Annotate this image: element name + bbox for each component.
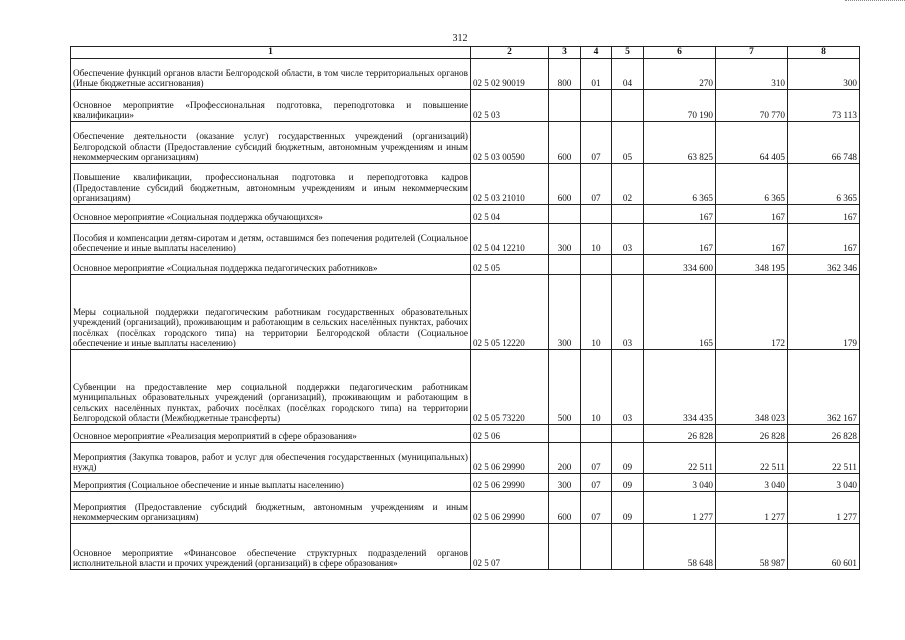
row-name: Основное мероприятие «Финансовое обеспечение структурных подразделений органов исполнительной власти и прочих учреждений (организаций) в сфере образования» <box>71 524 471 570</box>
row-name: Меры социальной поддержки педагогическим работникам государственных образовательных учреждений (организаций), проживающим и работающим в сельских населённых пунктах, рабочих посёлках (посёлках городского типа) на территории Белгородской области (Социальное обеспечение и иные выплаты населению) <box>71 275 471 350</box>
row-amount-year-1: 1 277 <box>644 492 716 524</box>
row-subsection: 05 <box>612 122 644 164</box>
row-expense-type: 300 <box>549 474 581 492</box>
row-amount-year-2: 64 405 <box>716 122 788 164</box>
row-subsection: 02 <box>612 164 644 205</box>
row-amount-year-2: 310 <box>716 59 788 90</box>
row-name: Пособия и компенсации детям-сиротам и детям, оставшимся без попечения родителей (Социальное обеспечение и иные выплаты населению) <box>71 224 471 255</box>
table-row <box>71 443 860 474</box>
row-expense-type: 600 <box>549 492 581 524</box>
row-code: 02 5 05 12220 <box>471 275 549 350</box>
row-section <box>581 205 612 224</box>
row-amount-year-2: 172 <box>716 275 788 350</box>
row-amount-year-2: 58 987 <box>716 524 788 570</box>
row-amount-year-3: 362 346 <box>788 255 860 275</box>
row-code: 02 5 04 <box>471 205 549 224</box>
row-code: 02 5 02 90019 <box>471 59 549 90</box>
row-name: Основное мероприятие «Социальная поддержка педагогических работников» <box>71 255 471 275</box>
row-amount-year-3: 26 828 <box>788 425 860 443</box>
row-section: 10 <box>581 275 612 350</box>
header-col-4: 4 <box>581 47 612 59</box>
header-col-6: 6 <box>644 47 716 59</box>
row-amount-year-1: 165 <box>644 275 716 350</box>
row-amount-year-3: 6 365 <box>788 164 860 205</box>
row-code: 02 5 06 <box>471 425 549 443</box>
row-amount-year-1: 3 040 <box>644 474 716 492</box>
row-name: Обеспечение деятельности (оказание услуг) государственных учреждений (организаций) Белгородской области (Предоставление субсидий бюджетным, автономным учреждениям и иным некоммерческим организациям) <box>71 122 471 164</box>
row-amount-year-1: 6 365 <box>644 164 716 205</box>
row-amount-year-2: 22 511 <box>716 443 788 474</box>
row-expense-type: 800 <box>549 59 581 90</box>
row-amount-year-2: 167 <box>716 224 788 255</box>
row-amount-year-3: 179 <box>788 275 860 350</box>
row-amount-year-2: 26 828 <box>716 425 788 443</box>
page-number: 312 <box>452 33 468 44</box>
row-name: Основное мероприятие «Реализация мероприятий в сфере образования» <box>71 425 471 443</box>
row-subsection: 09 <box>612 492 644 524</box>
row-amount-year-1: 22 511 <box>644 443 716 474</box>
row-section: 07 <box>581 443 612 474</box>
row-section: 01 <box>581 59 612 90</box>
row-code: 02 5 05 <box>471 255 549 275</box>
header-col-1: 1 <box>71 47 471 59</box>
table-row <box>71 164 860 205</box>
row-subsection: 09 <box>612 443 644 474</box>
table-row <box>71 59 860 90</box>
row-amount-year-2: 167 <box>716 205 788 224</box>
row-amount-year-3: 66 748 <box>788 122 860 164</box>
row-code: 02 5 06 29990 <box>471 474 549 492</box>
row-amount-year-2: 70 770 <box>716 90 788 122</box>
row-expense-type: 600 <box>549 122 581 164</box>
row-section: 10 <box>581 350 612 425</box>
budget-table <box>70 46 860 570</box>
header-col-3: 3 <box>549 47 581 59</box>
row-amount-year-1: 26 828 <box>644 425 716 443</box>
row-code: 02 5 06 29990 <box>471 492 549 524</box>
row-expense-type: 500 <box>549 350 581 425</box>
row-amount-year-1: 270 <box>644 59 716 90</box>
table-body <box>71 59 860 570</box>
row-name: Повышение квалификации, профессиональная подготовка и переподготовка кадров (Предоставление субсидий бюджетным, автономным учреждениям и иным некоммерческим организациям) <box>71 164 471 205</box>
row-amount-year-1: 334 600 <box>644 255 716 275</box>
table-row <box>71 425 860 443</box>
row-code: 02 5 05 73220 <box>471 350 549 425</box>
table-row <box>71 492 860 524</box>
row-expense-type: 200 <box>549 443 581 474</box>
table-row <box>71 524 860 570</box>
row-amount-year-1: 334 435 <box>644 350 716 425</box>
table-row <box>71 205 860 224</box>
row-expense-type <box>549 90 581 122</box>
row-section <box>581 524 612 570</box>
row-amount-year-1: 63 825 <box>644 122 716 164</box>
row-name: Обеспечение функций органов власти Белгородской области, в том числе территориальных органов (Иные бюджетные ассигнования) <box>71 59 471 90</box>
table-row <box>71 474 860 492</box>
row-amount-year-3: 1 277 <box>788 492 860 524</box>
row-amount-year-3: 3 040 <box>788 474 860 492</box>
row-subsection <box>612 205 644 224</box>
row-section <box>581 425 612 443</box>
row-name: Мероприятия (Предоставление субсидий бюджетным, автономным учреждениям и иным некоммерческим организациям) <box>71 492 471 524</box>
row-amount-year-2: 348 023 <box>716 350 788 425</box>
row-expense-type: 300 <box>549 275 581 350</box>
header-row <box>71 47 860 59</box>
row-subsection <box>612 255 644 275</box>
table-row <box>71 350 860 425</box>
row-expense-type <box>549 255 581 275</box>
row-amount-year-3: 167 <box>788 205 860 224</box>
row-name: Основное мероприятие «Социальная поддержка обучающихся» <box>71 205 471 224</box>
row-amount-year-1: 167 <box>644 224 716 255</box>
row-amount-year-3: 73 113 <box>788 90 860 122</box>
row-expense-type <box>549 524 581 570</box>
row-subsection: 09 <box>612 474 644 492</box>
row-subsection: 03 <box>612 275 644 350</box>
row-subsection <box>612 524 644 570</box>
row-name: Субвенции на предоставление мер социальной поддержки педагогическим работникам муниципальных образовательных учреждений (организаций), проживающим и работающим в сельских населённых пунктах, рабочих посёлках (посёлках городского типа) на территории Белгородской области (Межбюджетные трансферты) <box>71 350 471 425</box>
row-amount-year-2: 6 365 <box>716 164 788 205</box>
row-amount-year-2: 348 195 <box>716 255 788 275</box>
row-name: Мероприятия (Социальное обеспечение и иные выплаты населению) <box>71 474 471 492</box>
row-amount-year-2: 3 040 <box>716 474 788 492</box>
row-code: 02 5 07 <box>471 524 549 570</box>
row-amount-year-1: 167 <box>644 205 716 224</box>
row-expense-type <box>549 205 581 224</box>
row-code: 02 5 06 29990 <box>471 443 549 474</box>
row-amount-year-3: 300 <box>788 59 860 90</box>
row-amount-year-1: 58 648 <box>644 524 716 570</box>
row-code: 02 5 03 <box>471 90 549 122</box>
row-subsection: 04 <box>612 59 644 90</box>
table-row <box>71 275 860 350</box>
row-expense-type: 600 <box>549 164 581 205</box>
row-section: 07 <box>581 164 612 205</box>
row-section: 10 <box>581 224 612 255</box>
row-amount-year-1: 70 190 <box>644 90 716 122</box>
row-code: 02 5 04 12210 <box>471 224 549 255</box>
corner-scan-mark <box>845 0 905 4</box>
row-subsection <box>612 425 644 443</box>
row-subsection: 03 <box>612 224 644 255</box>
table-row <box>71 122 860 164</box>
row-subsection: 03 <box>612 350 644 425</box>
row-expense-type <box>549 425 581 443</box>
row-amount-year-3: 167 <box>788 224 860 255</box>
table-row <box>71 90 860 122</box>
row-code: 02 5 03 21010 <box>471 164 549 205</box>
row-amount-year-2: 1 277 <box>716 492 788 524</box>
row-name: Мероприятия (Закупка товаров, работ и услуг для обеспечения государственных (муниципальных) нужд) <box>71 443 471 474</box>
header-col-8: 8 <box>788 47 860 59</box>
header-col-7: 7 <box>716 47 788 59</box>
row-section <box>581 90 612 122</box>
header-col-5: 5 <box>612 47 644 59</box>
table-row <box>71 224 860 255</box>
row-section: 07 <box>581 474 612 492</box>
row-subsection <box>612 90 644 122</box>
row-name: Основное мероприятие «Профессиональная подготовка, переподготовка и повышение квалификации» <box>71 90 471 122</box>
row-section: 07 <box>581 492 612 524</box>
row-code: 02 5 03 00590 <box>471 122 549 164</box>
header-col-2: 2 <box>471 47 549 59</box>
row-section: 07 <box>581 122 612 164</box>
row-section <box>581 255 612 275</box>
row-amount-year-3: 22 511 <box>788 443 860 474</box>
table-row <box>71 255 860 275</box>
row-expense-type: 300 <box>549 224 581 255</box>
row-amount-year-3: 362 167 <box>788 350 860 425</box>
row-amount-year-3: 60 601 <box>788 524 860 570</box>
